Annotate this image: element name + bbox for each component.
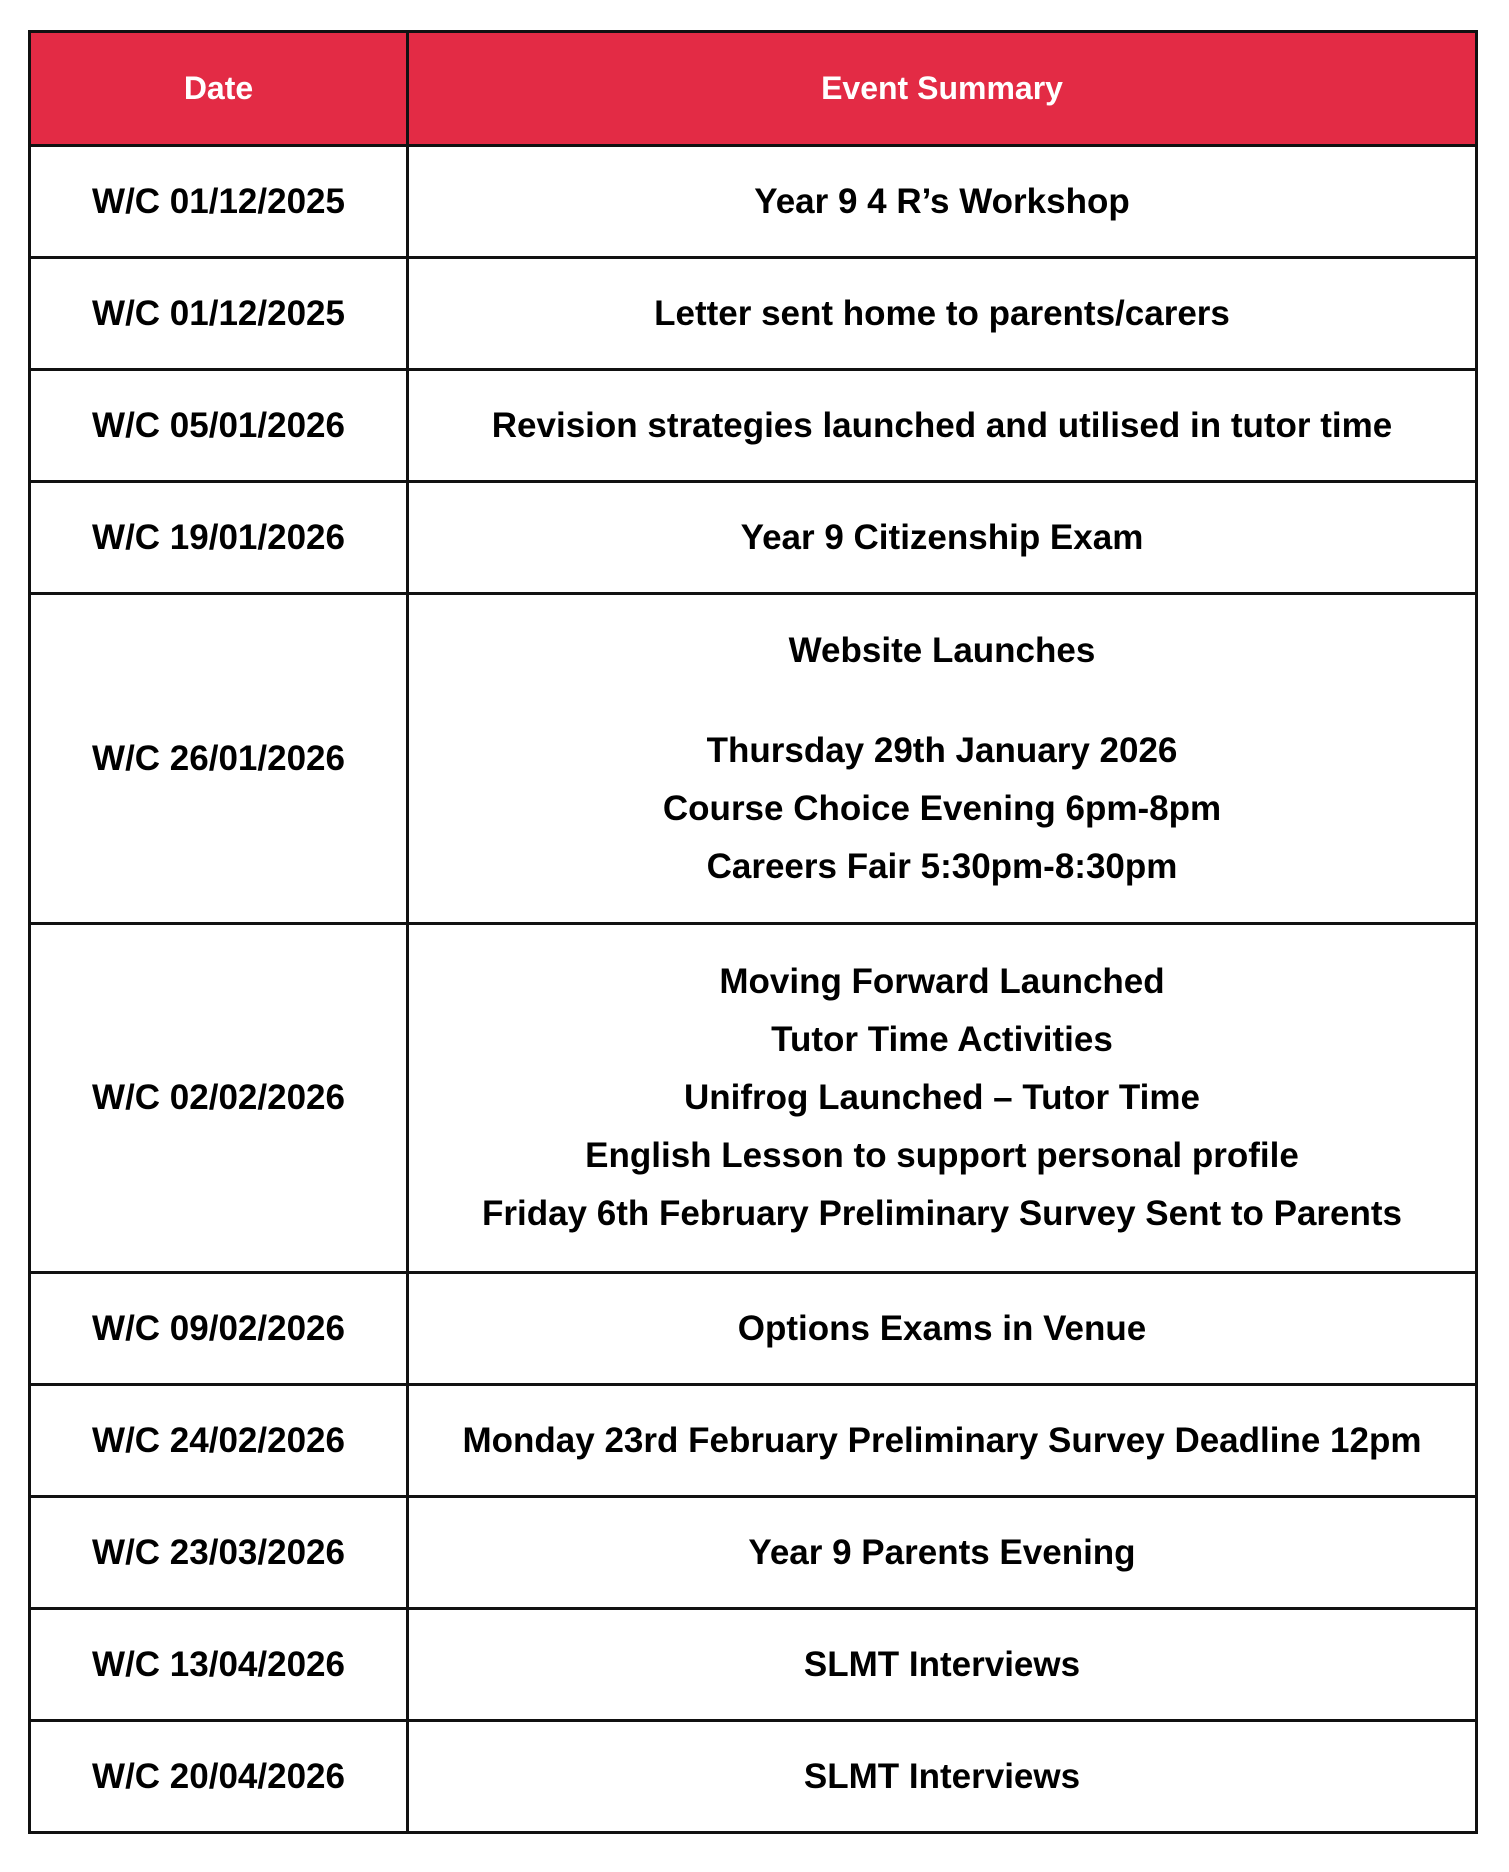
event-line: Website Launches: [788, 630, 1096, 670]
event-summary-cell: [408, 1721, 1477, 1833]
date-cell: W/C 23/03/2026: [30, 1497, 408, 1609]
event-line: Monday 23rd February Preliminary Survey Deadline 12pm: [462, 1420, 1422, 1460]
table-row: [30, 258, 1477, 370]
date-cell: W/C 13/04/2026: [30, 1609, 408, 1721]
table-row: [30, 482, 1477, 594]
date-column-header: Date: [30, 32, 408, 146]
table-row: [30, 1273, 1477, 1385]
date-cell: W/C 01/12/2025: [30, 146, 408, 258]
event-line: SLMT Interviews: [803, 1756, 1081, 1796]
date-cell: W/C 01/12/2025: [30, 258, 408, 370]
event-line: Thursday 29th January 2026: [706, 730, 1178, 770]
event-line: Year 9 4 R’s Workshop: [754, 181, 1130, 221]
event-line: Moving Forward Launched: [719, 962, 1165, 1001]
event-summary-cell: [408, 924, 1477, 1273]
event-line: SLMT Interviews: [803, 1644, 1081, 1684]
event-line: Revision strategies launched and utilised in tutor time: [491, 405, 1393, 445]
event-line: English Lesson to support personal profile: [585, 1136, 1299, 1175]
event-summary-cell: [408, 482, 1477, 594]
event-summary-cell: [408, 370, 1477, 482]
event-line: Letter sent home to parents/carers: [654, 293, 1230, 333]
table-row: [30, 1721, 1477, 1833]
event-line: Year 9 Parents Evening: [748, 1532, 1136, 1572]
date-cell: W/C 24/02/2026: [30, 1385, 408, 1497]
event-line: Unifrog Launched – Tutor Time: [684, 1078, 1200, 1117]
table-row: [30, 924, 1477, 1273]
table-header-row: [30, 32, 1477, 146]
date-cell: W/C 05/01/2026: [30, 370, 408, 482]
event-line: Year 9 Citizenship Exam: [740, 517, 1144, 557]
table-row: [30, 1497, 1477, 1609]
table-row: [30, 370, 1477, 482]
table-row: [30, 1609, 1477, 1721]
table-body: [30, 146, 1477, 1833]
date-cell: W/C 26/01/2026: [30, 594, 408, 924]
event-summary-cell: [408, 258, 1477, 370]
date-cell: W/C 20/04/2026: [30, 1721, 408, 1833]
event-line: Course Choice Evening 6pm-8pm: [662, 788, 1222, 828]
events-table-container: [28, 30, 1475, 1834]
event-summary-cell: [408, 1273, 1477, 1385]
event-line: Tutor Time Activities: [771, 1020, 1113, 1059]
table-row: [30, 146, 1477, 258]
event-line: [421, 680, 1463, 722]
date-cell: W/C 09/02/2026: [30, 1273, 408, 1385]
event-summary-cell: [408, 1609, 1477, 1721]
event-line: Careers Fair 5:30pm-8:30pm: [706, 846, 1178, 886]
events-table: [28, 30, 1478, 1834]
table-row: [30, 1385, 1477, 1497]
table-row: [30, 594, 1477, 924]
event-line: Options Exams in Venue: [737, 1308, 1147, 1348]
event-summary-cell: [408, 146, 1477, 258]
event-summary-cell: [408, 1497, 1477, 1609]
event-summary-cell: [408, 594, 1477, 924]
event-line: Friday 6th February Preliminary Survey Sent to Parents: [481, 1194, 1403, 1233]
event-summary-cell: [408, 1385, 1477, 1497]
event-summary-column-header: Event Summary: [408, 32, 1477, 146]
date-cell: W/C 02/02/2026: [30, 924, 408, 1273]
date-cell: W/C 19/01/2026: [30, 482, 408, 594]
